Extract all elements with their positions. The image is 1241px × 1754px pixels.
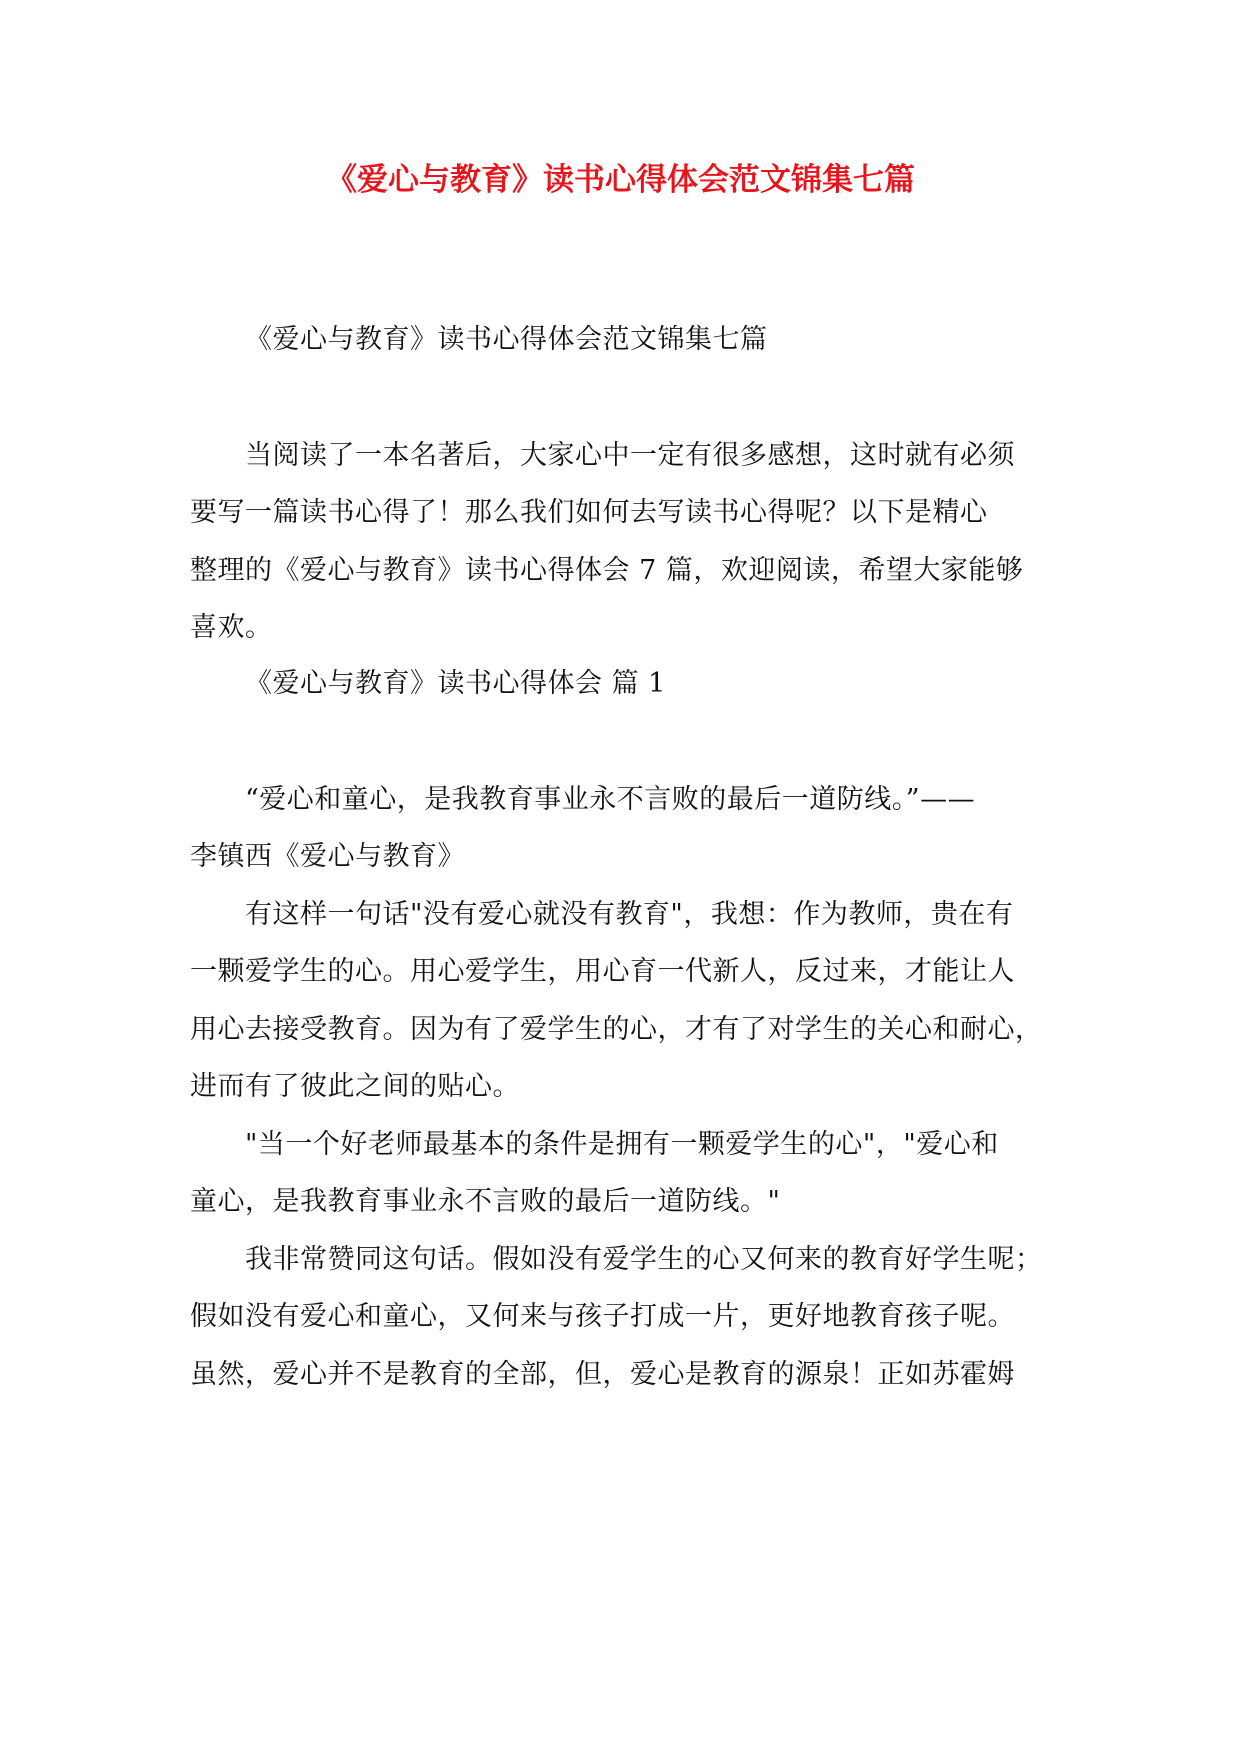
document-title: 《爱心与教育》读书心得体会范文锦集七篇 <box>326 162 915 198</box>
paragraph-line: 用心去接受教育。因为有了爱学生的心，才有了对学生的关心和耐心， <box>190 1014 1043 1045</box>
paragraph-line: 有这样一句话"没有爱心就没有教育"，我想：作为教师，贵在有 <box>245 899 1014 930</box>
paragraph-line: 一颗爱学生的心。用心爱学生，用心育一代新人，反过来，才能让人 <box>190 956 1015 987</box>
paragraph-line: 进而有了彼此之间的贴心。 <box>190 1071 520 1102</box>
section-heading: 《爱心与教育》读书心得体会 篇 1 <box>245 668 666 699</box>
paragraph-line: "当一个好老师最基本的条件是拥有一颗爱学生的心"，"爱心和 <box>245 1129 999 1160</box>
paragraph-line: 喜欢。 <box>190 612 273 643</box>
paragraph-line: 童心，是我教育事业永不言败的最后一道防线。" <box>190 1186 781 1217</box>
paragraph-line: “爱心和童心，是我教育事业永不言败的最后一道防线。”—— <box>245 784 976 815</box>
document-subtitle: 《爱心与教育》读书心得体会范文锦集七篇 <box>245 324 768 355</box>
paragraph-line: 虽然，爱心并不是教育的全部，但，爱心是教育的源泉！正如苏霍姆 <box>190 1359 1015 1390</box>
paragraph-line: 整理的《爱心与教育》读书心得体会 7 篇，欢迎阅读，希望大家能够 <box>190 555 1024 586</box>
paragraph-line: 我非常赞同这句话。假如没有爱学生的心又何来的教育好学生呢； <box>245 1244 1043 1275</box>
paragraph-line: 当阅读了一本名著后，大家心中一定有很多感想，这时就有必须 <box>245 440 1015 471</box>
paragraph-line: 假如没有爱心和童心，又何来与孩子打成一片，更好地教育孩子呢。 <box>190 1301 1015 1332</box>
paragraph-line: 要写一篇读书心得了！那么我们如何去写读书心得呢？以下是精心 <box>190 497 988 528</box>
paragraph-line: 李镇西《爱心与教育》 <box>190 841 465 872</box>
